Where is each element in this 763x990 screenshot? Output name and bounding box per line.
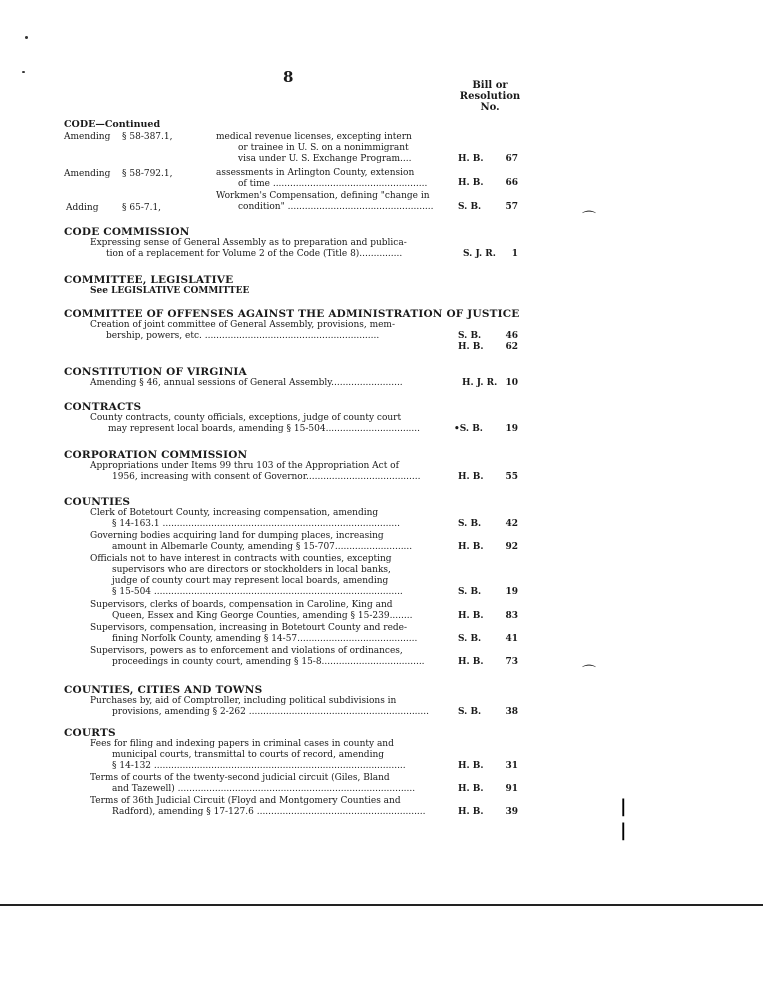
code-entry-action: Adding: [66, 203, 99, 213]
bill-type: H. B.: [458, 807, 484, 817]
bill-number: 1: [511, 249, 518, 259]
bill-number: 41: [505, 634, 518, 644]
bill-type: H. B.: [458, 472, 484, 482]
entry-line: Clerk of Botetourt County, increasing compensation, amending: [90, 508, 379, 518]
entry-line: proceedings in county court, amending § 15-8....................................: [112, 657, 425, 667]
code-entry-action: Amending: [64, 169, 111, 179]
bill-number: 92: [505, 542, 518, 552]
entry-line: Appropriations under Items 99 thru 103 of the Appropriation Act of: [90, 461, 399, 471]
bill-type: S. J. R.: [463, 249, 496, 259]
code-entry-line: or trainee in U. S. on a nonimmigrant: [238, 143, 409, 153]
bill-number: 67: [505, 154, 518, 164]
entry-line: tion of a replacement for Volume 2 of the Code (Title 8)...............: [106, 249, 403, 259]
section-heading-contracts: CONTRACTS: [64, 401, 142, 413]
entry-line: Terms of 36th Judicial Circuit (Floyd and Montgomery Counties and: [90, 796, 401, 806]
entry-line: Supervisors, clerks of boards, compensation in Caroline, King and: [90, 600, 393, 610]
bill-type: H. B.: [458, 611, 484, 621]
bill-type: H. B.: [458, 178, 484, 188]
code-entry-line: of time ......................................................: [238, 179, 428, 189]
bill-type: •S. B.: [454, 424, 483, 434]
scan-speck: [22, 71, 25, 73]
entry-line: may represent local boards, amending § 15-504.................................: [108, 424, 420, 434]
bill-number: 91: [505, 784, 518, 794]
bill-number: 19: [505, 587, 518, 597]
code-entry-line: medical revenue licenses, excepting intern: [216, 132, 412, 142]
entry-line: provisions, amending § 2-262 ...............................................................: [112, 707, 429, 717]
bill-number: 42: [505, 519, 518, 529]
bill-type: S. B.: [458, 202, 482, 212]
code-entry-section: § 58-387.1,: [122, 132, 173, 142]
bill-number: 66: [505, 178, 518, 188]
page-number: 8: [283, 68, 294, 86]
entry-line: Queen, Essex and King George Counties, amending § 15-239........: [112, 611, 413, 621]
column-header-line: Resolution: [459, 91, 521, 102]
entry-line: Governing bodies acquiring land for dumping places, increasing: [90, 531, 384, 541]
code-entry-line: assessments in Arlington County, extension: [216, 168, 415, 178]
entry-line: Officials not to have interest in contracts with counties, excepting: [90, 554, 392, 564]
entry-line: 1956, increasing with consent of Governor........................................: [112, 472, 421, 482]
bill-number: 38: [505, 707, 518, 717]
entry-line: Creation of joint committee of General Assembly, provisions, mem-: [90, 320, 396, 330]
bill-number: 39: [505, 807, 518, 817]
code-entry-line: Workmen's Compensation, defining "change in: [216, 191, 430, 201]
bill-number: 62: [505, 342, 518, 352]
bill-number: 31: [505, 761, 518, 771]
section-heading-code-commission: CODE COMMISSION: [64, 226, 190, 238]
entry-line: § 14-163.1 ...................................................................................: [112, 519, 400, 529]
bill-number: 55: [505, 472, 518, 482]
code-entry-line: visa under U. S. Exchange Program....: [238, 154, 412, 164]
bill-type: H. J. R.: [462, 378, 498, 388]
scan-mark: ⌒: [582, 665, 596, 681]
entry-line: and Tazewell) ...................................................................................: [112, 784, 416, 794]
section-heading-code: CODE—Continued: [64, 119, 161, 130]
entry-line: fining Norfolk County, amending § 14-57..........................................: [112, 634, 418, 644]
column-header: [458, 80, 522, 113]
entry-line: Fees for filing and indexing papers in criminal cases in county and: [90, 739, 394, 749]
bill-type: S. B.: [458, 634, 482, 644]
entry-line: municipal courts, transmittal to courts of record, amending: [112, 750, 385, 760]
bill-type: H. B.: [458, 542, 484, 552]
scan-mark: |: [620, 796, 627, 817]
code-entry-line: condition" ...................................................: [238, 202, 434, 212]
bill-type: S. B.: [458, 331, 482, 341]
bill-number: 19: [505, 424, 518, 434]
scan-speck: [25, 36, 28, 39]
entry-line: judge of county court may represent local boards, amending: [112, 576, 389, 586]
section-heading-constitution: CONSTITUTION OF VIRGINIA: [64, 366, 247, 378]
section-heading-courts: COURTS: [64, 727, 116, 739]
entry-line: County contracts, county officials, exceptions, judge of county court: [90, 413, 402, 423]
code-entry-section: § 65-7.1,: [122, 203, 162, 213]
bill-number: 10: [505, 378, 518, 388]
entry-line: Supervisors, powers as to enforcement and violations of ordinances,: [90, 646, 403, 656]
section-heading-counties-cities-towns: COUNTIES, CITIES AND TOWNS: [64, 684, 263, 696]
entry-line: bership, powers, etc. .............................................................: [106, 331, 380, 341]
bill-type: H. B.: [458, 154, 484, 164]
column-header-line: Bill or: [472, 80, 508, 91]
section-heading-committee-offenses: COMMITTEE OF OFFENSES AGAINST THE ADMINISTRATION OF JUSTICE: [64, 308, 520, 320]
section-heading-committee-legislative: COMMITTEE, LEGISLATIVE: [64, 274, 234, 286]
bill-number: 46: [505, 331, 518, 341]
bill-type: H. B.: [458, 761, 484, 771]
entry-line: § 14-132 ........................................................................................: [112, 761, 406, 771]
bill-type: H. B.: [458, 784, 484, 794]
entry-line: Amending § 46, annual sessions of General Assembly.........................: [90, 378, 403, 388]
bill-type: S. B.: [458, 707, 482, 717]
code-entry-section: § 58-792.1,: [122, 169, 173, 179]
bill-number: 57: [505, 202, 518, 212]
entry-line: Supervisors, compensation, increasing in Botetourt County and rede-: [90, 623, 408, 633]
code-entry-action: Amending: [64, 132, 111, 142]
bottom-rule: [0, 904, 763, 906]
cross-reference: See LEGISLATIVE COMMITTEE: [90, 286, 250, 296]
entry-line: Radford), amending § 17-127.6 ...........................................................: [112, 807, 426, 817]
entry-line: Expressing sense of General Assembly as to preparation and publica-: [90, 238, 407, 248]
bill-type: S. B.: [458, 587, 482, 597]
scan-mark: ⌒: [582, 211, 596, 227]
entry-line: amount in Albemarle County, amending § 15-707...........................: [112, 542, 413, 552]
bill-type: H. B.: [458, 342, 484, 352]
entry-line: Purchases by, aid of Comptroller, including political subdivisions in: [90, 696, 397, 706]
section-heading-counties: COUNTIES: [64, 496, 131, 508]
scan-mark: |: [620, 820, 627, 841]
entry-line: Terms of courts of the twenty-second judicial circuit (Giles, Bland: [90, 773, 390, 783]
section-heading-corporation: CORPORATION COMMISSION: [64, 449, 248, 461]
entry-line: supervisors who are directors or stockholders in local banks,: [112, 565, 391, 575]
bill-type: S. B.: [458, 519, 482, 529]
bill-number: 83: [505, 611, 518, 621]
bill-number: 73: [505, 657, 518, 667]
column-header-line: No.: [480, 102, 500, 113]
bill-type: H. B.: [458, 657, 484, 667]
entry-line: § 15-504 .......................................................................................: [112, 587, 403, 597]
